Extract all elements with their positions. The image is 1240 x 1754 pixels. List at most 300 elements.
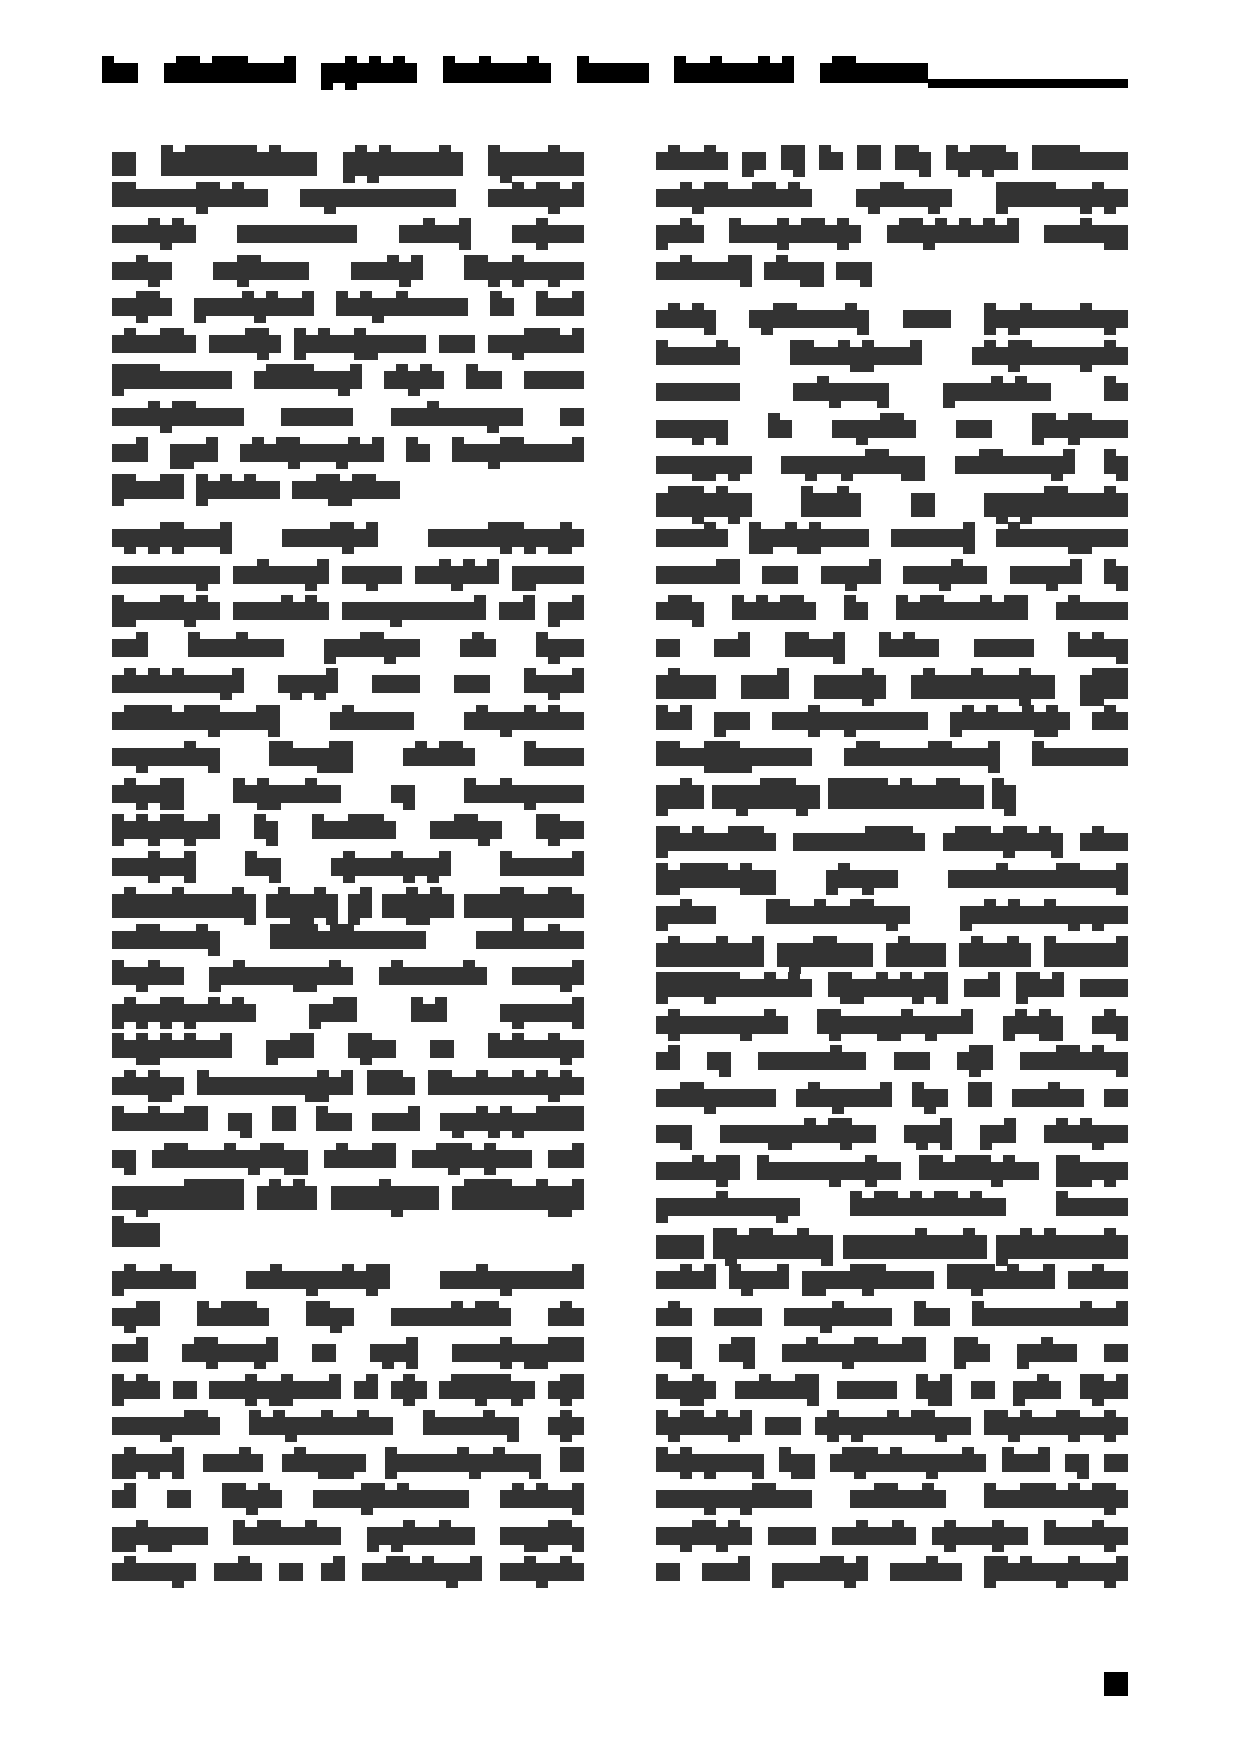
redacted-descender: [1116, 584, 1128, 591]
redacted-ascender: [795, 1374, 807, 1381]
redacted-descender: [844, 730, 856, 737]
redacted-ascender: [1104, 705, 1116, 712]
redacted-descender: [160, 1095, 172, 1102]
redacted-text-line: [112, 1409, 584, 1446]
redacted-word-block: [281, 408, 353, 426]
redacted-word-block: [802, 1271, 934, 1289]
redacted-descender: [361, 1508, 373, 1515]
redacted-word-block: [972, 1308, 1128, 1326]
redacted-ascender: [435, 997, 447, 1004]
redacted-ascender: [548, 182, 560, 189]
redacted-ascender: [716, 559, 728, 566]
redacted-descender: [928, 1399, 940, 1406]
redacted-descender: [367, 1545, 379, 1552]
redacted-descender: [802, 1289, 814, 1296]
redacted-ascender: [342, 924, 354, 931]
redacted-ascender: [474, 595, 486, 602]
redacted-ascender: [269, 741, 281, 748]
redacted-word-block: [784, 1308, 892, 1326]
redacted-ascender: [476, 1179, 488, 1186]
redacted-ascender: [936, 972, 948, 979]
redacted-ascender: [112, 960, 124, 967]
redacted-ascender: [776, 255, 788, 262]
redacted-descender: [500, 1289, 512, 1296]
redacted-ascender: [923, 668, 935, 675]
redacted-ascender: [928, 741, 940, 748]
redacted-word-block: [974, 639, 1034, 657]
redacted-ascender: [959, 1264, 971, 1271]
redacted-ascender: [345, 997, 357, 1004]
redacted-descender: [237, 280, 249, 287]
redacted-descender: [924, 1107, 936, 1114]
redacted-word-block: [656, 906, 716, 924]
redacted-word-block: [656, 529, 728, 547]
redacted-text-line: [656, 1482, 1128, 1519]
redacted-ascender: [396, 291, 408, 298]
redacted-ascender: [124, 887, 136, 894]
redacted-descender: [1104, 243, 1116, 250]
redacted-paragraph: [656, 144, 1128, 290]
redacted-descender: [309, 1022, 321, 1029]
redacted-ascender: [854, 1447, 866, 1454]
redacted-ascender: [1032, 145, 1044, 152]
redacted-ascender: [244, 474, 256, 481]
redacted-ascender: [206, 1337, 218, 1344]
redacted-ascender: [668, 826, 680, 833]
redacted-word-block: [1032, 152, 1128, 170]
redacted-word-block: [577, 63, 649, 83]
redacted-word-block: [391, 1381, 427, 1399]
redacted-ascender: [968, 1082, 980, 1089]
redacted-ascender: [840, 1118, 852, 1125]
redacted-text-line: [656, 302, 1128, 339]
redacted-text-line: [112, 400, 584, 437]
redacted-ascender: [809, 522, 821, 529]
redacted-descender: [296, 1168, 308, 1175]
redacted-ascender: [196, 924, 208, 931]
redacted-ascender: [548, 924, 560, 931]
redacted-descender: [136, 985, 148, 992]
redacted-word-block: [399, 225, 471, 243]
redacted-ascender: [350, 364, 362, 371]
redacted-ascender: [302, 291, 314, 298]
redacted-ascender: [1068, 595, 1080, 602]
redacted-word-block: [843, 1235, 987, 1259]
redacted-ascender: [379, 1070, 391, 1077]
redacted-ascender: [220, 474, 232, 481]
redacted-ascender: [926, 1556, 938, 1563]
redacted-ascender: [768, 413, 780, 420]
redacted-word-block: [1080, 1381, 1128, 1399]
redacted-ascender: [668, 1009, 680, 1016]
redacted-ascender: [838, 863, 850, 870]
redacted-ascender: [172, 1447, 184, 1454]
redacted-descender: [656, 809, 668, 816]
redacted-ascender: [527, 56, 539, 63]
redacted-ascender: [124, 997, 136, 1004]
redacted-descender: [136, 766, 148, 773]
redacted-descender: [475, 1399, 487, 1406]
redacted-ascender: [986, 705, 998, 712]
redacted-ascender: [488, 522, 500, 529]
redacted-descender: [342, 547, 354, 554]
redacted-ascender: [343, 851, 355, 858]
redacted-ascender: [524, 668, 536, 675]
redacted-word-block: [428, 529, 584, 547]
redacted-ascender: [257, 1520, 269, 1527]
redacted-word-block: [656, 1527, 752, 1545]
redacted-ascender: [1068, 413, 1080, 420]
redacted-ascender: [713, 1228, 725, 1235]
redacted-ascender: [336, 291, 348, 298]
redacted-ascender: [845, 303, 857, 310]
redacted-word-block: [203, 1454, 263, 1472]
redacted-descender: [511, 1399, 523, 1406]
redacted-descender: [656, 851, 668, 858]
redacted-word-block: [656, 347, 740, 365]
redacted-word-block: [500, 1563, 584, 1581]
redacted-word-block: [992, 785, 1016, 809]
redacted-descender: [704, 766, 716, 773]
redacted-descender: [112, 1472, 124, 1479]
redacted-word-block: [309, 1004, 357, 1022]
redacted-ascender: [476, 255, 488, 262]
redacted-ascender: [910, 1191, 922, 1198]
redacted-text-line: [112, 1263, 584, 1300]
redacted-ascender: [112, 474, 124, 481]
redacted-ascender: [284, 1106, 296, 1113]
redacted-word-block: [656, 152, 728, 170]
redacted-ascender: [172, 814, 184, 821]
redacted-descender: [1013, 1399, 1025, 1406]
redacted-ascender: [777, 1264, 789, 1271]
redacted-descender: [184, 620, 196, 627]
redacted-ascender: [391, 1070, 403, 1077]
redacted-ascender: [176, 1143, 188, 1150]
redacted-word-block: [548, 1150, 584, 1168]
redacted-descender: [269, 876, 281, 883]
redacted-text-line: [656, 1555, 1128, 1592]
redacted-text-line: [656, 740, 1128, 777]
redacted-ascender: [1116, 1374, 1128, 1381]
redacted-descender: [172, 803, 184, 810]
redacted-word-block: [152, 1150, 308, 1168]
redacted-ascender: [112, 364, 124, 371]
redacted-descender: [954, 1362, 966, 1369]
redacted-ascender: [221, 1301, 233, 1308]
redacted-text-line: [656, 1263, 1128, 1300]
redacted-ascender: [536, 1179, 548, 1186]
redacted-ascender: [806, 1337, 818, 1344]
redacted-ascender: [773, 303, 785, 310]
redacted-ascender: [500, 437, 512, 444]
redacted-ascender: [1044, 1483, 1056, 1490]
redacted-text-line: [656, 1336, 1128, 1373]
redacted-word-block: [821, 566, 881, 584]
redacted-text-line: [656, 412, 1128, 449]
redacted-ascender: [963, 522, 975, 529]
redacted-word-block: [656, 979, 812, 997]
redacted-ascender: [172, 778, 184, 785]
redacted-ascender: [1104, 1483, 1116, 1490]
redacted-word-block: [194, 298, 314, 316]
redacted-ascender: [397, 1483, 409, 1490]
redacted-descender: [704, 997, 716, 1004]
redacted-ascender: [778, 899, 790, 906]
redacted-ascender: [782, 56, 794, 63]
redacted-ascender: [692, 972, 704, 979]
redacted-word-block: [112, 1040, 232, 1058]
redacted-ascender: [196, 474, 208, 481]
redacted-word-block: [968, 1089, 992, 1107]
redacted-ascender: [866, 1447, 878, 1454]
redacted-text-line: [656, 521, 1128, 558]
redacted-descender: [112, 1545, 124, 1552]
redacted-descender: [1068, 1180, 1080, 1187]
redacted-word-block: [112, 639, 148, 657]
redacted-word-block: [1003, 1016, 1063, 1034]
redacted-ascender: [914, 1337, 926, 1344]
redacted-ascender: [220, 1179, 232, 1186]
redacted-ascender: [668, 145, 680, 152]
redacted-descender: [329, 766, 341, 773]
redacted-ascender: [257, 778, 269, 785]
redacted-descender: [384, 657, 396, 664]
redacted-descender: [988, 766, 1000, 773]
redacted-word-block: [316, 1113, 352, 1131]
redacted-word-block: [757, 1162, 901, 1180]
redacted-descender: [1051, 474, 1063, 481]
redacted-text-line: [112, 923, 584, 960]
redacted-descender: [912, 997, 924, 1004]
redacted-descender: [916, 1143, 928, 1150]
redacted-descender: [136, 1058, 148, 1065]
redacted-word-block: [656, 1089, 776, 1107]
redacted-word-block: [996, 529, 1128, 547]
redacted-ascender: [819, 145, 831, 152]
redacted-ascender: [367, 1070, 379, 1077]
redacted-descender: [220, 547, 232, 554]
redacted-ascender: [172, 328, 184, 335]
redacted-ascender: [1080, 1374, 1092, 1381]
redacted-descender: [452, 1131, 464, 1138]
redacted-ascender: [160, 474, 172, 481]
redacted-ascender: [862, 899, 874, 906]
redacted-text-line: [112, 254, 584, 291]
redacted-ascender: [1116, 668, 1128, 675]
redacted-ascender: [387, 255, 399, 262]
redacted-ascender: [992, 778, 1004, 785]
redacted-ascender: [1104, 1410, 1116, 1417]
redacted-word-block: [182, 1344, 278, 1362]
redacted-ascender: [1104, 376, 1116, 383]
redacted-ascender: [124, 474, 136, 481]
redacted-ascender: [759, 1374, 771, 1381]
redacted-ascender: [102, 56, 114, 63]
redacted-text-line: [656, 1081, 1128, 1118]
redacted-word-block: [796, 1089, 892, 1107]
redacted-ascender: [443, 56, 455, 63]
redacted-descender: [317, 766, 329, 773]
redacted-descender: [1104, 328, 1116, 335]
redacted-ascender: [249, 255, 261, 262]
redacted-descender: [963, 547, 975, 554]
redacted-descender: [382, 1362, 394, 1369]
redacted-word-block: [781, 152, 805, 170]
redacted-descender: [862, 1289, 874, 1296]
redacted-word-block: [536, 298, 584, 316]
redacted-ascender: [879, 632, 891, 639]
redacted-ascender: [856, 1556, 868, 1563]
redacted-descender: [572, 1508, 584, 1515]
redacted-ascender: [321, 1410, 333, 1417]
redacted-ascender: [366, 1264, 378, 1271]
redacted-ascender: [124, 1447, 136, 1454]
redacted-descender: [512, 584, 524, 591]
redacted-word-block: [300, 189, 456, 207]
redacted-ascender: [716, 340, 728, 347]
redacted-word-block: [896, 602, 1028, 620]
redacted-ascender: [136, 814, 148, 821]
redacted-ascender: [294, 1447, 306, 1454]
redacted-word-block: [237, 225, 357, 243]
redacted-text-line: [656, 1044, 1128, 1081]
redacted-ascender: [136, 705, 148, 712]
redacted-ascender: [572, 1179, 584, 1186]
redacted-ascender: [112, 595, 124, 602]
redacted-descender: [524, 584, 536, 591]
redacted-ascender: [981, 1045, 993, 1052]
redacted-ascender: [877, 826, 889, 833]
redacted-word-block: [735, 1381, 819, 1399]
redacted-word-block: [656, 1235, 704, 1259]
redacted-ascender: [318, 1301, 330, 1308]
redacted-ascender: [889, 826, 901, 833]
redacted-word-block: [367, 1077, 415, 1095]
redacted-ascender: [996, 1556, 1008, 1563]
redacted-ascender: [1008, 182, 1020, 189]
redacted-descender: [992, 1545, 1004, 1552]
redacted-ascender: [962, 1447, 974, 1454]
redacted-word-block: [656, 870, 776, 888]
redacted-descender: [1104, 1545, 1116, 1552]
redacted-word-block: [430, 821, 502, 839]
redacted-ascender: [372, 632, 384, 639]
redacted-descender: [984, 1581, 996, 1588]
redacted-word-block: [674, 63, 794, 83]
redacted-word-block: [112, 858, 196, 876]
redacted-ascender: [704, 1264, 716, 1271]
redacted-ascender: [1116, 1301, 1128, 1308]
redacted-word-block: [112, 529, 232, 547]
redacted-ascender: [354, 328, 366, 335]
redacted-descender: [844, 1581, 856, 1588]
redacted-ascender: [160, 1033, 172, 1040]
redacted-word-block: [499, 602, 535, 620]
redacted-ascender: [680, 218, 692, 225]
redacted-ascender: [825, 936, 837, 943]
redacted-descender: [469, 1472, 481, 1479]
redacted-word-block: [828, 979, 948, 997]
redacted-descender: [680, 1399, 692, 1406]
redacted-ascender: [668, 303, 680, 310]
redacted-ascender: [704, 145, 716, 152]
redacted-ascender: [572, 1264, 584, 1271]
redacted-descender: [716, 766, 728, 773]
redacted-descender: [336, 462, 348, 469]
redacted-ascender: [172, 218, 184, 225]
redacted-ascender: [160, 522, 172, 529]
redacted-ascender: [249, 1410, 261, 1417]
redacted-ascender: [1028, 972, 1040, 979]
redacted-ascender: [112, 1033, 124, 1040]
redacted-descender: [548, 620, 560, 627]
redacted-ascender: [288, 437, 300, 444]
redacted-ascender: [1092, 1374, 1104, 1381]
redacted-ascender: [869, 145, 881, 152]
redacted-ascender: [764, 972, 776, 979]
redacted-descender: [560, 1435, 572, 1442]
redacted-ascender: [245, 328, 257, 335]
redacted-ascender: [312, 814, 324, 821]
redacted-ascender: [500, 778, 512, 785]
redacted-word-block: [1056, 1162, 1128, 1180]
redacted-ascender: [1046, 705, 1058, 712]
redacted-text-line: [656, 144, 1128, 181]
redacted-ascender: [1032, 741, 1044, 748]
redacted-descender: [928, 207, 940, 214]
redacted-ascender: [439, 741, 451, 748]
redacted-descender: [842, 1362, 854, 1369]
redacted-ascender: [197, 1070, 209, 1077]
redacted-word-block: [656, 748, 812, 766]
redacted-ascender: [862, 340, 874, 347]
redacted-ascender: [488, 145, 500, 152]
redacted-ascender: [124, 182, 136, 189]
redacted-text-line: [656, 181, 1128, 218]
redacted-text-line: [112, 473, 400, 510]
redacted-text-line: [112, 1105, 584, 1142]
redacted-ascender: [801, 218, 813, 225]
redacted-word-block: [656, 1198, 800, 1216]
redacted-word-block: [801, 493, 861, 517]
redacted-ascender: [971, 1264, 983, 1271]
redacted-word-block: [656, 225, 704, 243]
redacted-ascender: [326, 668, 338, 675]
redacted-ascender: [136, 1337, 148, 1344]
redacted-word-block: [112, 602, 220, 620]
redacted-ascender: [284, 56, 296, 63]
redacted-ascender: [804, 1118, 816, 1125]
redacted-descender: [1068, 924, 1080, 931]
redacted-ascender: [233, 1301, 245, 1308]
redacted-ascender: [148, 668, 160, 675]
redacted-ascender: [406, 887, 418, 894]
redacted-ascender: [252, 437, 264, 444]
redacted-word-block: [766, 906, 910, 924]
redacted-word-block: [391, 408, 523, 426]
redacted-descender: [958, 170, 970, 177]
redacted-ascender: [880, 182, 892, 189]
redacted-ascender: [194, 1337, 206, 1344]
redacted-ascender: [281, 595, 293, 602]
redacted-word-block: [548, 1381, 584, 1399]
redacted-ascender: [452, 437, 464, 444]
redacted-word-block: [656, 712, 692, 730]
redacted-word-block: [112, 298, 172, 316]
redacted-text-line: [656, 1519, 1128, 1556]
redacted-descender: [1046, 584, 1058, 591]
